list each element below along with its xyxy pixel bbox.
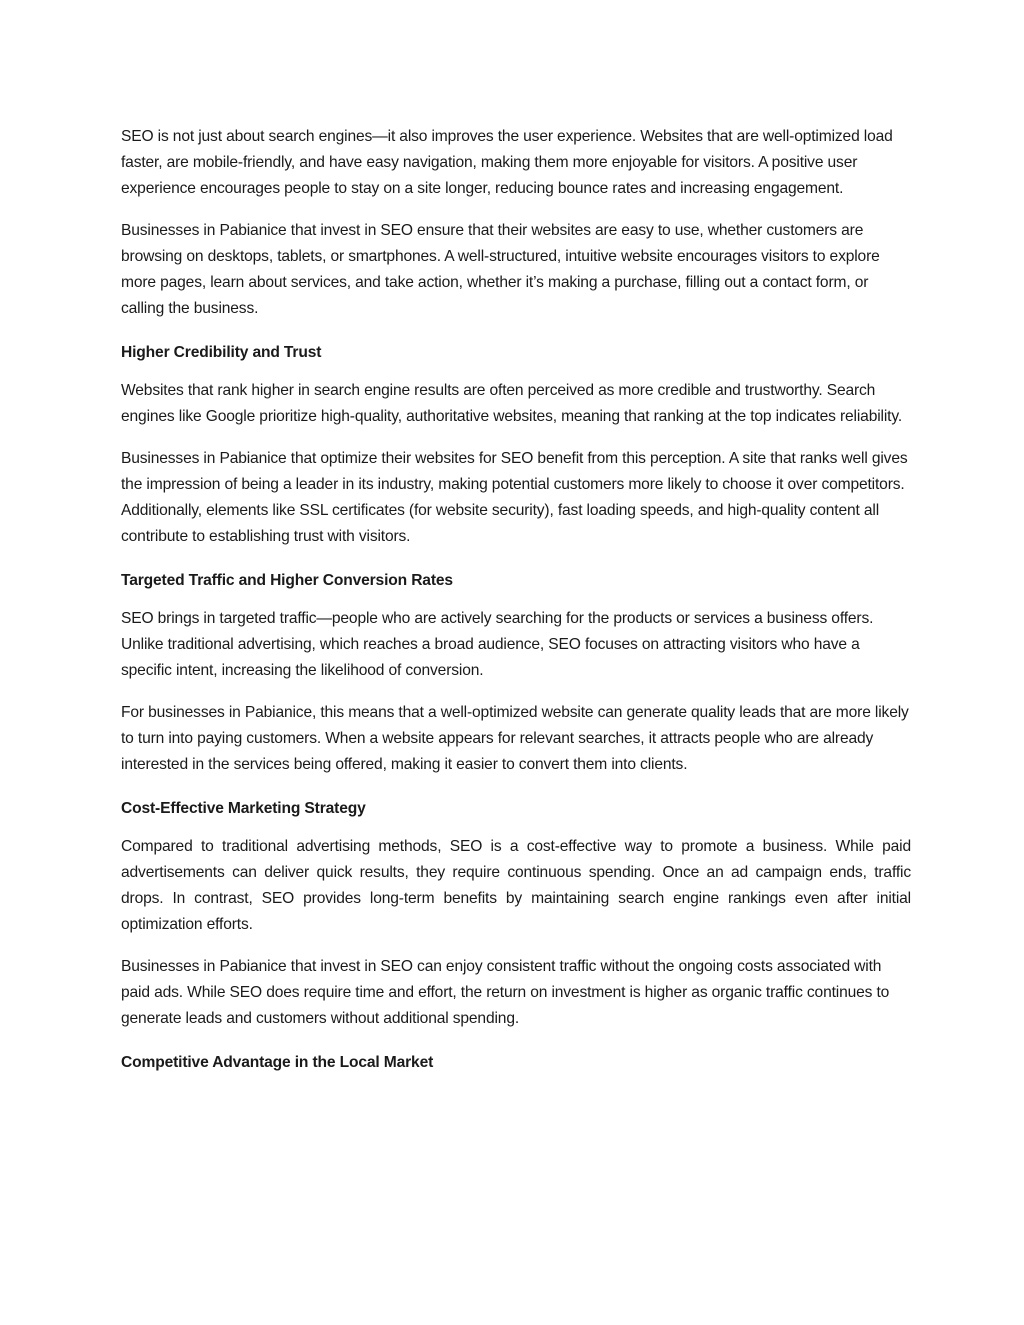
paragraph-quality-leads: For businesses in Pabianice, this means that a well-optimized website can generate quality leads that are more likely to turn into paying customers. When a website appears for relevant searches, it attracts people who are already interested in the services being offered, making it easier to convert them into clients. — [121, 704, 909, 773]
heading-cost-effective: Cost-Effective Marketing Strategy — [121, 800, 366, 817]
paragraph-perception: Businesses in Pabianice that optimize their websites for SEO benefit from this perception. A site that ranks well gives the impression of being a leader in its industry, making potential customers more likely to choose it over competitors. Additionally, elements like SSL certificates (for website security), fast loading speeds, and high-quality content all contribute to establishing trust with visitors. — [121, 450, 908, 545]
paragraph-user-experience: SEO is not just about search engines—it also improves the user experience. Websites that are well-optimized load faster, are mobile-friendly, and have easy navigation, making them more enjoyable for visitors. A positive user experience encourages people to stay on a site longer, reducing bounce rates and increasing engagement. — [121, 128, 893, 197]
heading-competitive-advantage: Competitive Advantage in the Local Market — [121, 1054, 434, 1071]
paragraph-consistent-traffic: Businesses in Pabianice that invest in SEO can enjoy consistent traffic without the ongoing costs associated with paid ads. While SEO does require time and effort, the return on investment is higher as organic traffic continues to generate leads and customers without additional spending. — [121, 958, 890, 1027]
paragraph-cost-effective: Compared to traditional advertising methods, SEO is a cost-effective way to promote a business. While paid advertisements can deliver quick results, they require continuous spending. Once an ad campaign ends, traffic drops. In contrast, SEO provides long-term benefits by maintaining search engine rankings even after initial optimization efforts. — [121, 838, 911, 933]
paragraph-rank-higher: Websites that rank higher in search engine results are often perceived as more credible and trustworthy. Search engines like Google prioritize high-quality, authoritative websites, meaning that ranking at the top indicates reliability. — [121, 382, 903, 425]
paragraph-easy-to-use: Businesses in Pabianice that invest in SEO ensure that their websites are easy to use, whether customers are browsing on desktops, tablets, or smartphones. A well-structured, intuitive website encourages visitors to explore more pages, learn about services, and take action, whether it’s making a purchase, filling out a contact form, or calling the business. — [121, 222, 880, 317]
paragraph-targeted-traffic: SEO brings in targeted traffic—people who are actively searching for the products or services a business offers. Unlike traditional advertising, which reaches a broad audience, SEO focuses on attracting visitors who have a specific intent, increasing the likelihood of conversion. — [121, 610, 874, 679]
document-page — [121, 124, 911, 1088]
heading-credibility-trust: Higher Credibility and Trust — [121, 344, 322, 361]
heading-targeted-traffic: Targeted Traffic and Higher Conversion Rates — [121, 572, 453, 589]
